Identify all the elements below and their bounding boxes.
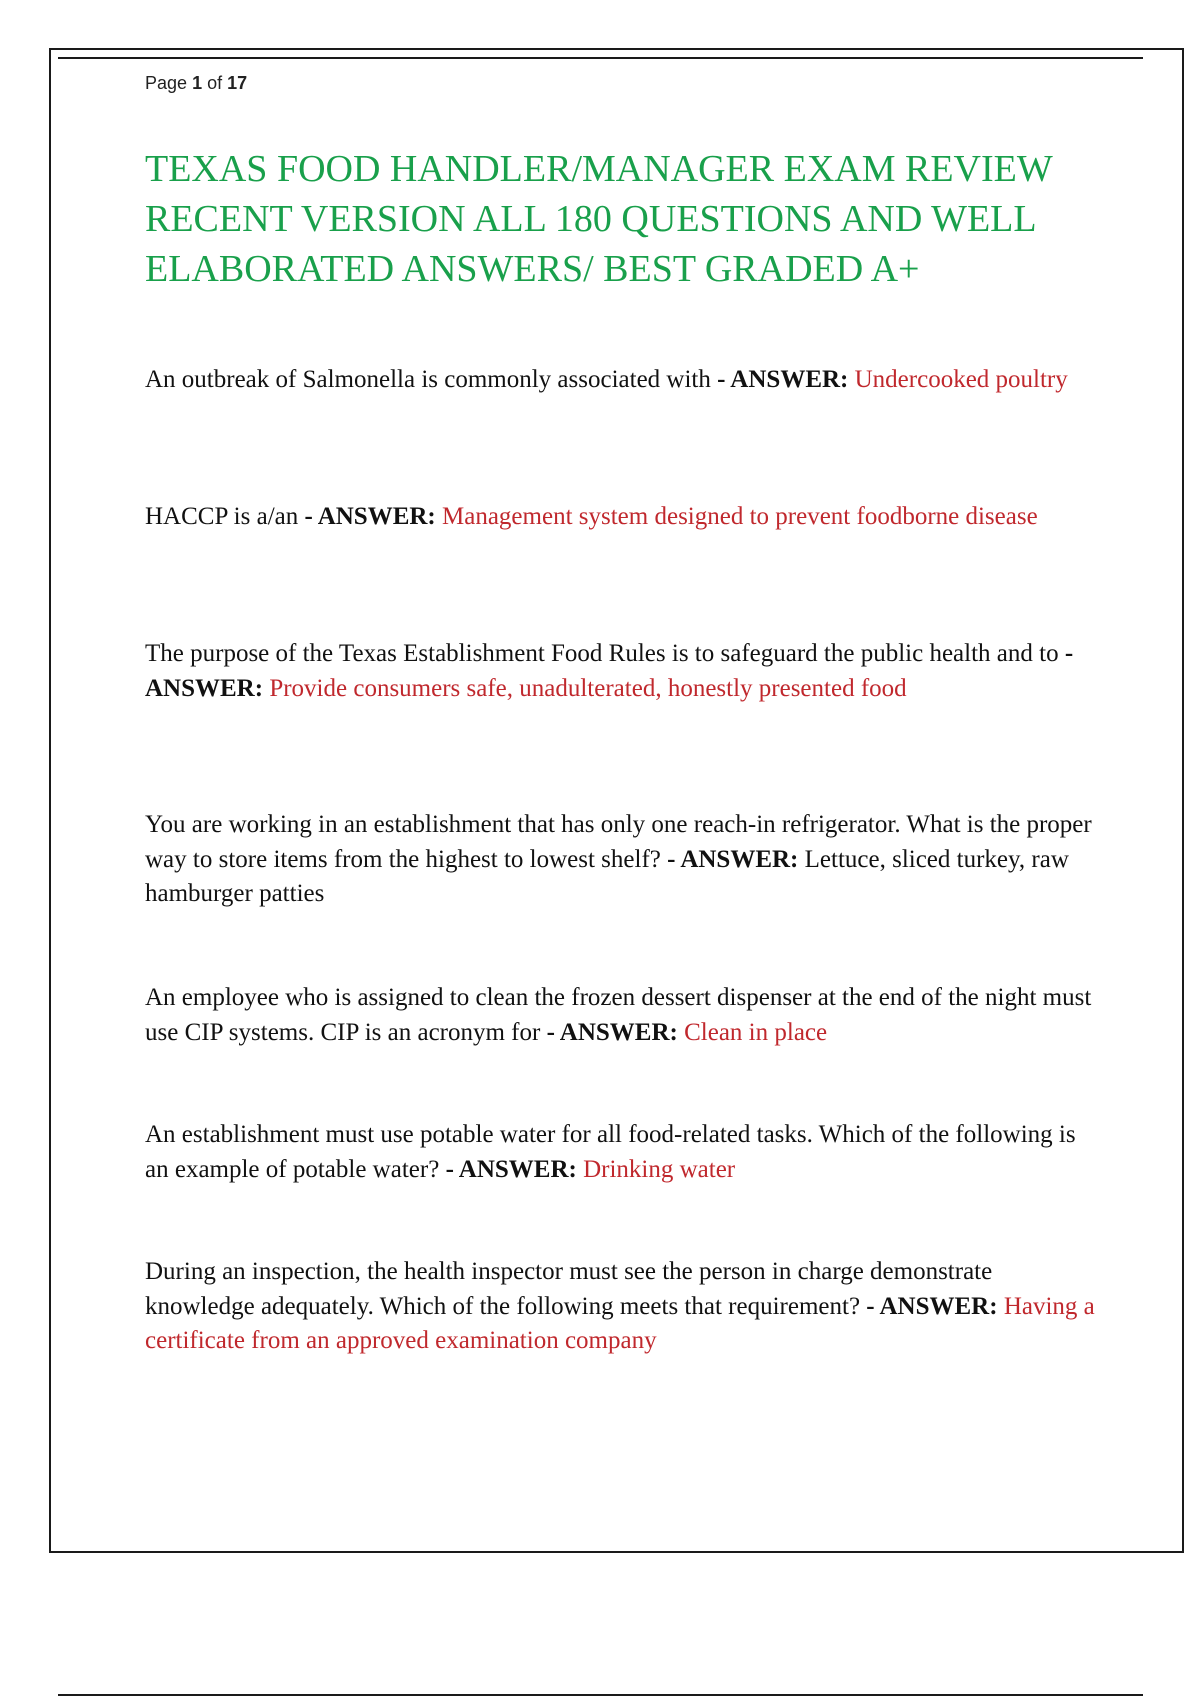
qa-item — [145, 1255, 1095, 1359]
answer-text: Drinking water — [583, 1155, 736, 1183]
answer-text: Clean in place — [684, 1018, 828, 1046]
question-text: HACCP is a/an — [145, 503, 299, 530]
answer-label: - ANSWER: — [717, 366, 849, 393]
page-number — [145, 73, 247, 94]
answer-text: Having a certificate from an approved examination company — [145, 1292, 1095, 1354]
qa-item — [145, 808, 1095, 912]
answer-label: - ANSWER: — [304, 503, 436, 530]
qa-item — [145, 981, 1095, 1050]
document-title: TEXAS FOOD HANDLER/MANAGER EXAM REVIEW RECENT VERSION ALL 180 QUESTIONS AND WELL ELABORATED ANSWERS/ BEST GRADED A+ — [145, 148, 1053, 290]
answer-label: - ANSWER: — [667, 845, 799, 873]
page-label: Page — [145, 73, 188, 93]
answer-text: Management system designed to prevent foodborne disease — [442, 503, 1038, 530]
qa-item — [145, 637, 1095, 706]
question-text: The purpose of the Texas Establishment Food Rules is to safeguard the public health and to — [145, 640, 1059, 667]
page-current: 1 — [192, 73, 203, 93]
header-rule — [58, 57, 1143, 59]
answer-text: Undercooked poultry — [854, 366, 1068, 393]
qa-item — [145, 1118, 1095, 1187]
answer-label: - ANSWER: — [145, 640, 1074, 702]
page-of: of — [207, 73, 223, 93]
next-page-rule — [58, 1694, 1143, 1696]
question-text: An outbreak of Salmonella is commonly associated with — [145, 366, 711, 393]
qa-item — [145, 500, 1095, 535]
answer-label: - ANSWER: — [445, 1155, 577, 1183]
page-total: 17 — [227, 73, 248, 93]
answer-text: Lettuce, sliced turkey, raw hamburger patties — [145, 845, 1069, 907]
answer-text: Provide consumers safe, unadulterated, honestly presented food — [269, 674, 907, 702]
question-text: An establishment must use potable water for all food-related tasks. Which of the following is an example of potable water? — [145, 1121, 1076, 1183]
question-text: During an inspection, the health inspector must see the person in charge demonstrate knowledge adequately. Which of the following meets that requirement? — [145, 1258, 993, 1320]
question-text: An employee who is assigned to clean the frozen dessert dispenser at the end of the night must use CIP systems. CIP is an acronym for — [145, 984, 1092, 1046]
question-text: You are working in an establishment that has only one reach-in refrigerator. What is the proper way to store items from the highest to lowest shelf? — [145, 811, 1092, 873]
qa-item — [145, 363, 1095, 398]
answer-label: - ANSWER: — [866, 1292, 998, 1320]
answer-label: - ANSWER: — [546, 1018, 678, 1046]
